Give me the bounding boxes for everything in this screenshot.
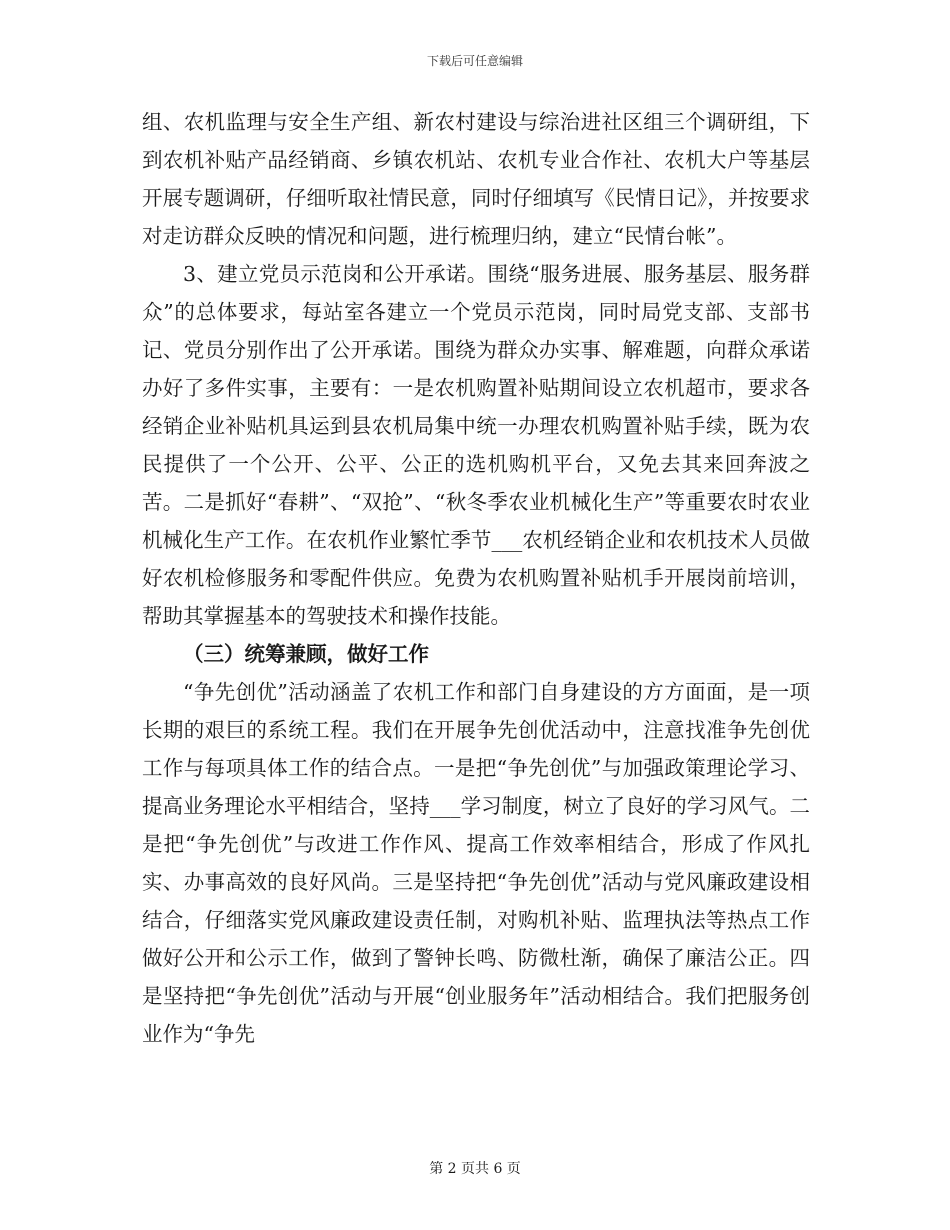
paragraph-1: 组、农机监理与安全生产组、新农村建设与综治进社区组三个调研组，下到农机补贴产品经销商、乡镇农机站、农机专业合作社、农机大户等基层开展专题调研，仔细听取社情民意，同时仔细填写《民情日记》，并按要求对走访群众反映的情况和问题，进行梳理归纳，建立“民情台帐”。 [142,110,810,248]
page-footer: 第 2 页共 6 页 [429,1161,521,1177]
document-body [142,103,810,1053]
page-header: 下载后可任意编辑 [426,54,523,68]
paragraph-3: “争先创优”活动涵盖了农机工作和部门自身建设的方方面面，是一项长期的艰巨的系统工程。我们在开展争先创优活动中，注意找准争先创优工作与每项具体工作的结合点。一是把“争先创优”与加强政策理论学习、提高业务理论水平相结合，坚持___学习制度，树立了良好的学习风气。二是把“争先创优”与改进工作作风、提高工作效率相结合，形成了作风扎实、办事高效的良好风尚。三是坚持把“争先创优”活动与党风廉政建设相结合，仔细落实党风廉政建设责任制，对购机补贴、监理执法等热点工作做好公开和公示工作，做到了警钟长鸣、防微杜渐，确保了廉洁公正。四是坚持把“争先创优”活动与开展“创业服务年”活动相结合。我们把服务创业作为“争先 [142,680,810,1046]
section-heading-3: （三）统筹兼顾，做好工作 [183,642,429,666]
paragraph-2: 3、建立党员示范岗和公开承诺。围绕“服务进展、服务基层、服务群众”的总体要求，每站室各建立一个党员示范岗，同时局党支部、支部书记、党员分别作出了公开承诺。围绕为群众办实事、解难题，向群众承诺办好了多件实事，主要有：一是农机购置补贴期间设立农机超市，要求各经销企业补贴机具运到县农机局集中统一办理农机购置补贴手续，既为农民提供了一个公开、公平、公正的选机购机平台，又免去其来回奔波之苦。二是抓好“春耕”、“双抢”、“秋冬季农业机械化生产”等重要农时农业机械化生产工作。在农机作业繁忙季节___农机经销企业和农机技术人员做好农机检修服务和零配件供应。免费为农机购置补贴机手开展岗前培训，帮助其掌握基本的驾驶技术和操作技能。 [142,262,810,628]
